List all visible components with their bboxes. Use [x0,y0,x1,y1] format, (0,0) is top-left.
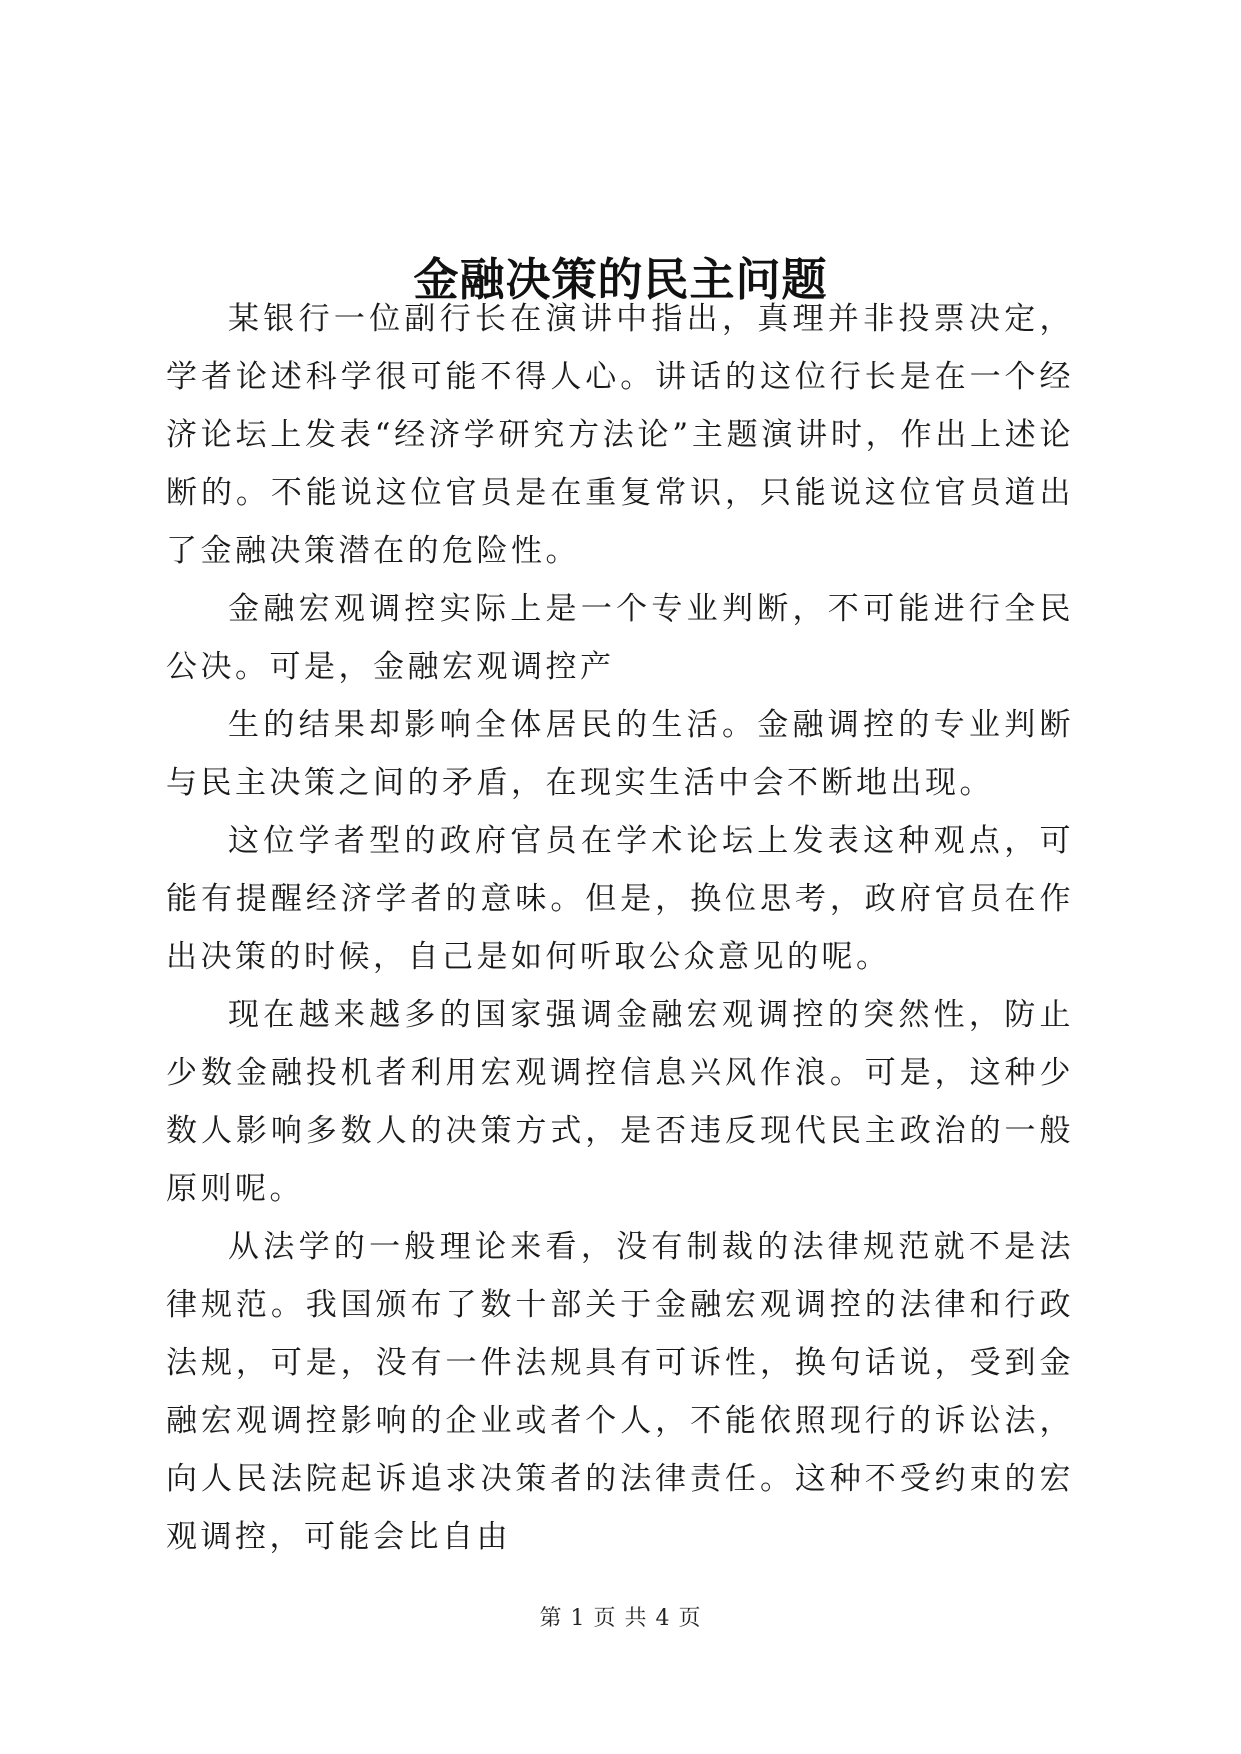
paragraph-6: 从法学的一般理论来看，没有制裁的法律规范就不是法律规范。我国颁布了数十部关于金融宏观调控的法律和行政法规，可是，没有一件法规具有可诉性，换句话说，受到金融宏观调控影响的企业或者个人，不能依照现行的诉讼法，向人民法院起诉追求决策者的法律责任。这种不受约束的宏观调控，可能会比自由 [166,1229,1074,1555]
paragraph-4: 这位学者型的政府官员在学术论坛上发表这种观点，可能有提醒经济学者的意味。但是，换位思考，政府官员在作出决策的时候，自己是如何听取公众意见的呢。 [166,823,1074,975]
document-body [166,290,1074,1566]
paragraph-1: 某银行一位副行长在演讲中指出，真理并非投票决定，学者论述科学很可能不得人心。讲话的这位行长是在一个经济论坛上发表“经济学研究方法论”主题演讲时，作出上述论断的。不能说这位官员是在重复常识，只能说这位官员道出了金融决策潜在的危险性。 [166,301,1074,569]
page-number-footer: 第 1 页 共 4 页 [539,1606,702,1631]
paragraph-5: 现在越来越多的国家强调金融宏观调控的突然性，防止少数金融投机者利用宏观调控信息兴风作浪。可是，这种少数人影响多数人的决策方式，是否违反现代民主政治的一般原则呢。 [166,997,1074,1207]
paragraph-3: 生的结果却影响全体居民的生活。金融调控的专业判断与民主决策之间的矛盾，在现实生活中会不断地出现。 [166,707,1074,801]
paragraph-2: 金融宏观调控实际上是一个专业判断，不可能进行全民公决。可是，金融宏观调控产 [166,591,1074,685]
document-title: 金融决策的民主问题 [413,253,828,307]
